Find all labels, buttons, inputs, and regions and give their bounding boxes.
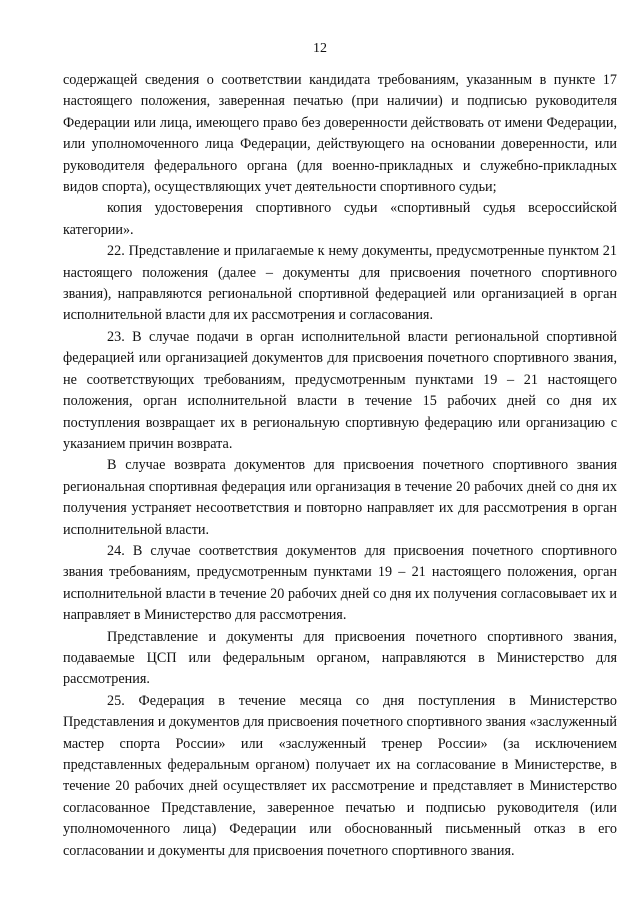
paragraph-item-23: 23. В случае подачи в орган исполнительной власти региональной спортивной федерацией или организацией документов для присвоения почетного спортивного звания, не соответствующих требованиям, предусмотренным пунктами 19 – 21 настоящего положения, орган исполнительной власти в течение 15 рабочих дней со дня их поступления возвращает их в региональную спортивную федерацию или организацию с указанием причин возврата. (63, 328, 617, 452)
page-number: 12 (313, 41, 327, 56)
paragraph-continuation: содержащей сведения о соответствии кандидата требованиям, указанным в пункте 17 настоящего положения, заверенная печатью (при наличии) и подписью руководителя Федерации или лица, имеющего право без доверенности действовать от имени Федерации, или уполномоченного лица Федерации, действующего на основании доверенности, или руководителя федерального органа (для военно-прикладных и служебно-прикладных видов спорта), осуществляющих учет деятельности спортивного судьи; (63, 72, 617, 196)
paragraph-return-case: В случае возврата документов для присвоения почетного спортивного звания региональная спортивная федерация или организация в течение 20 рабочих дней со дня их получения устраняет несоответствия и повторно направляет их для рассмотрения в орган исполнительной власти. (63, 457, 617, 538)
document-body (63, 70, 617, 862)
paragraph-item-22: 22. Представление и прилагаемые к нему документы, предусмотренные пунктом 21 настоящего положения (далее – документы для присвоения почетного спортивного звания), направляются региональной спортивной федерацией или организацией в орган исполнительной власти для их рассмотрения и согласования. (63, 243, 617, 324)
paragraph-item-24: 24. В случае соответствия документов для присвоения почетного спортивного звания требованиям, предусмотренным пунктами 19 – 21 настоящего положения, орган исполнительной власти в течение 20 рабочих дней со дня их получения согласовывает их и направляет в Министерство для рассмотрения. (63, 542, 617, 624)
paragraph-item-25: 25. Федерация в течение месяца со дня поступления в Министерство Представления и документов для присвоения почетного спортивного звания «заслуженный мастер спорта России» или «заслуженный тренер России» (за исключением представленных федеральным органом) получает их на согласование в Министерстве, в течение 20 рабочих дней осуществляет их рассмотрение и представляет в Министерство согласованное Представление, заверенное печатью и подписью руководителя (или уполномоченного лица) Федерации или обоснованный письменный отказ в его согласовании и документы для присвоения почетного спортивного звания. (63, 692, 617, 859)
paragraph-csp-submission: Представление и документы для присвоения почетного спортивного звания, подаваемые ЦСП или федеральным органом, направляются в Министерство для рассмотрения. (63, 628, 617, 688)
paragraph-judge-certificate: копия удостоверения спортивного судьи «спортивный судья всероссийской категории». (63, 200, 617, 238)
